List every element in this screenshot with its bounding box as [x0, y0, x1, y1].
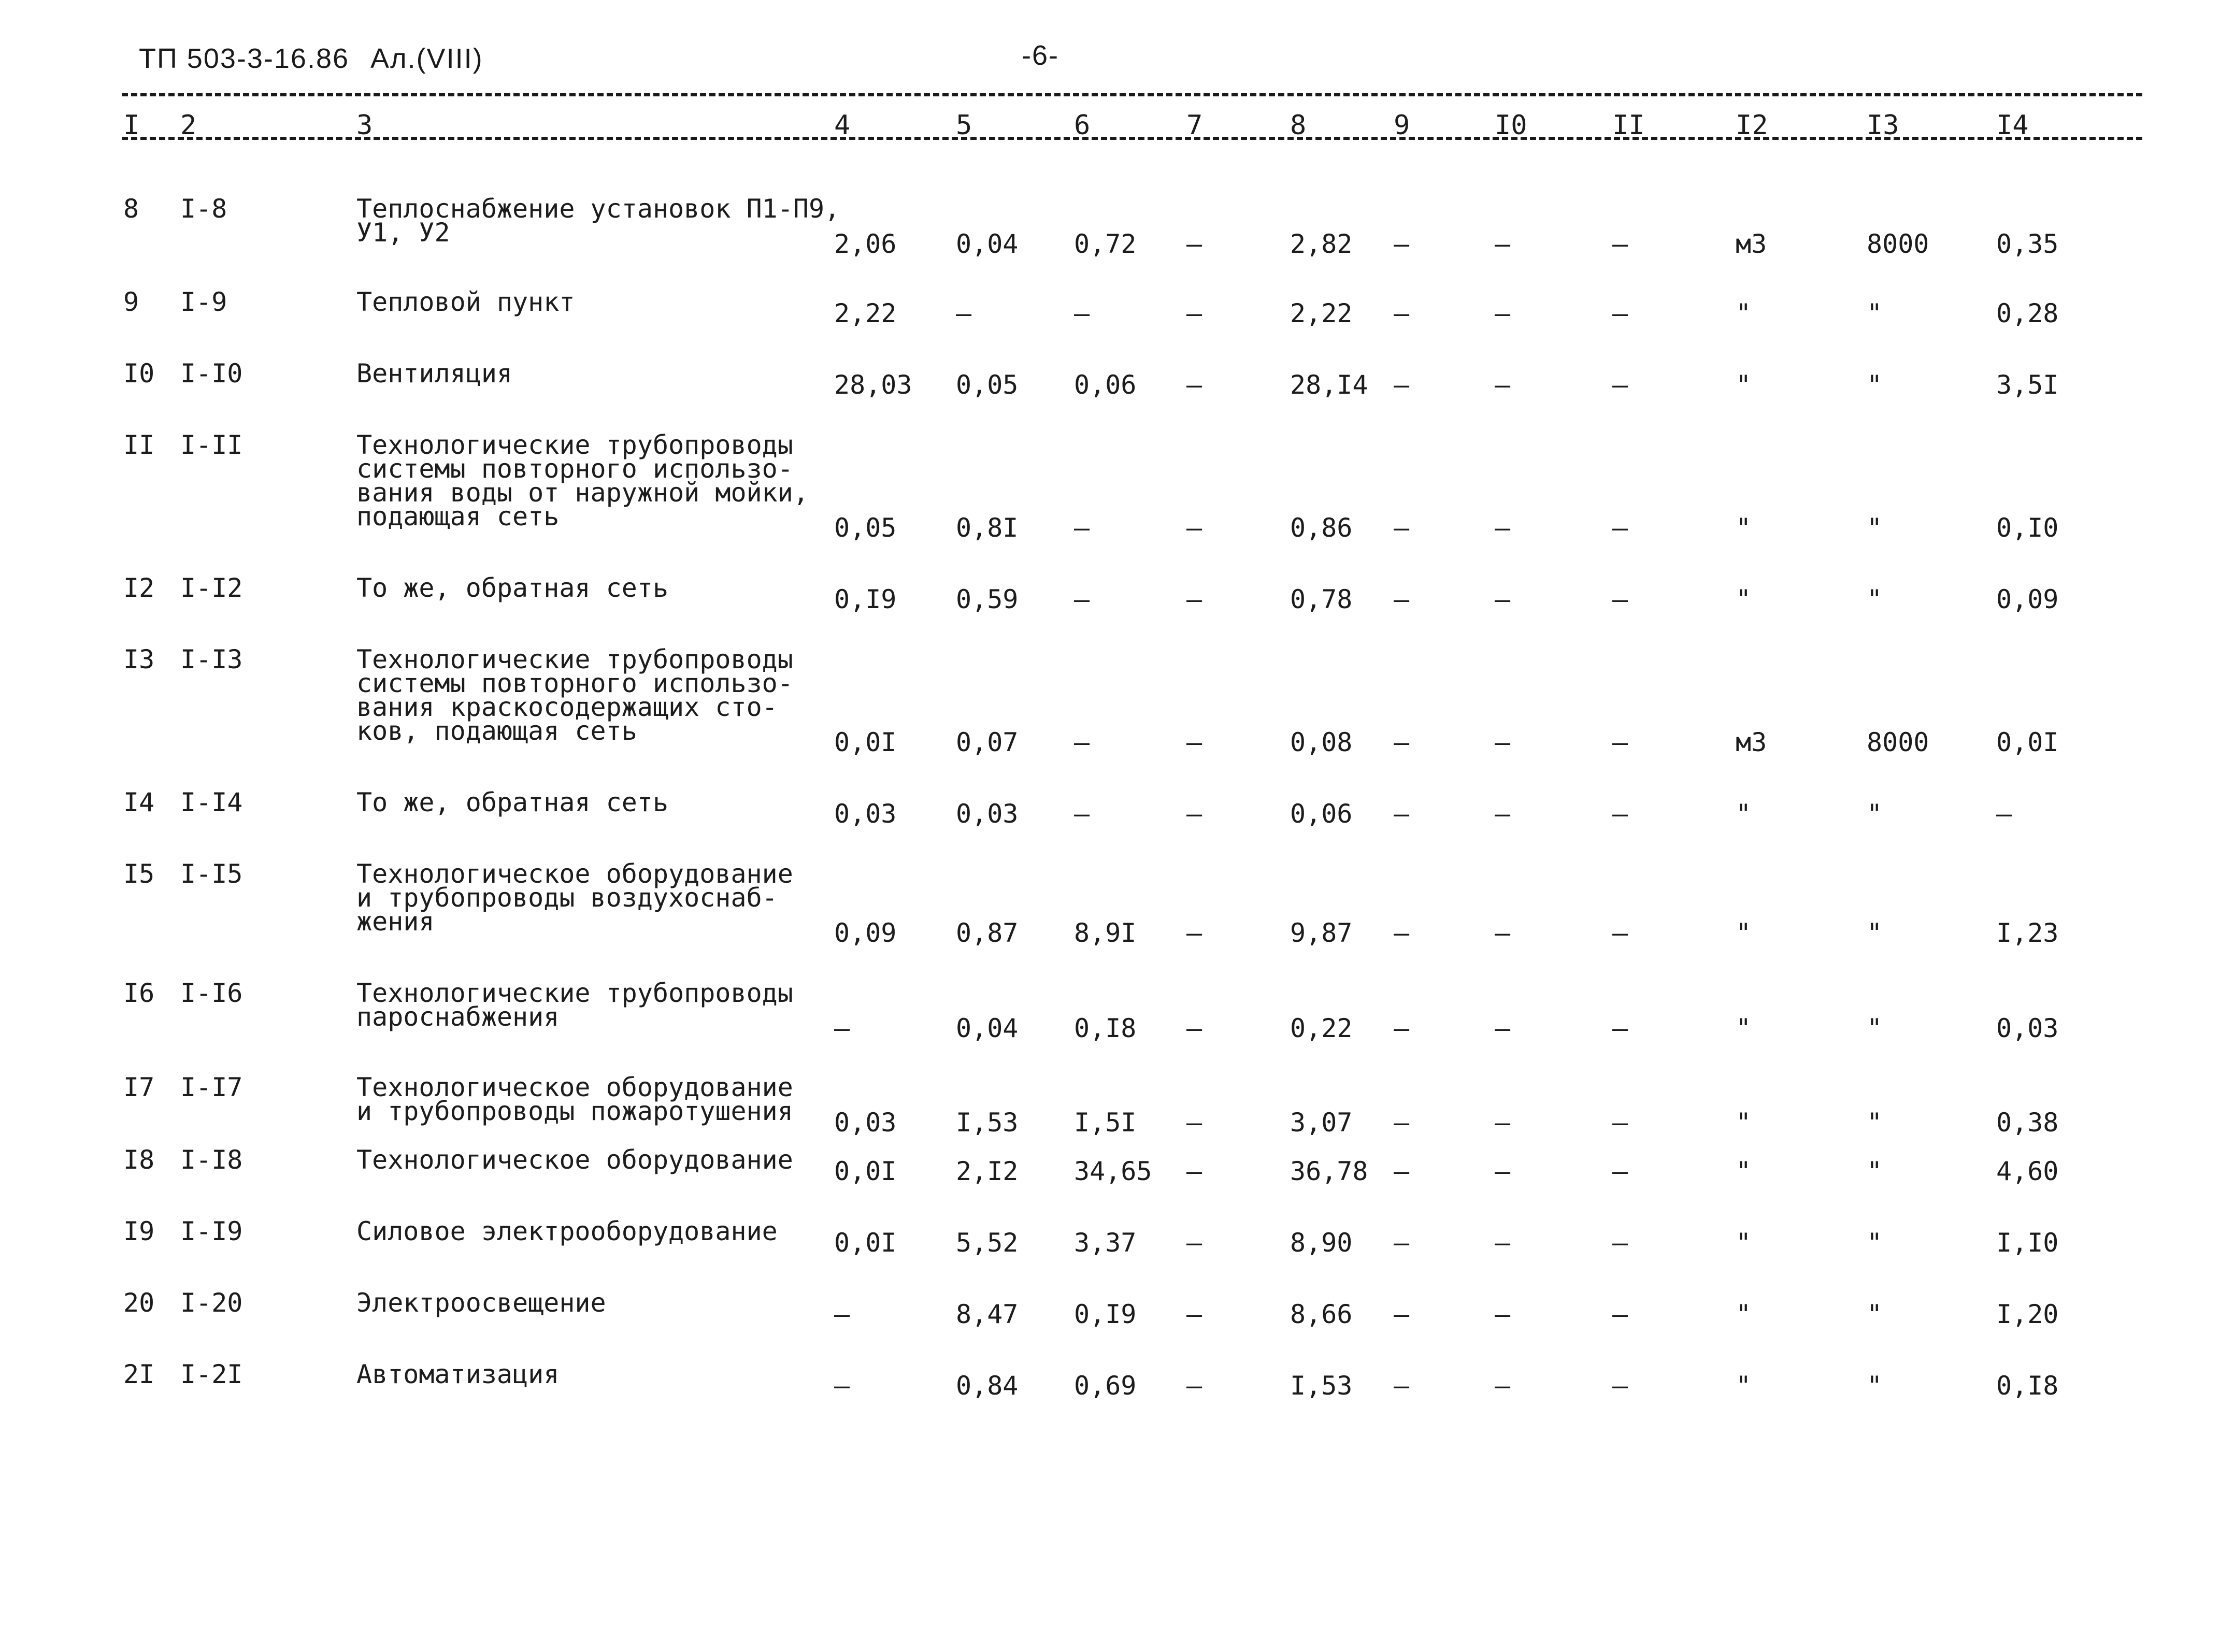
item-description: Технологическое оборудование и трубопроводы пожаротушения — [356, 1072, 793, 1126]
row-number: I2 — [123, 573, 155, 603]
value-col-5: 0,04 — [956, 229, 1019, 259]
page-marker: -6- — [1022, 40, 1059, 71]
row-number: 2I — [123, 1359, 155, 1389]
value-col-12: м3 — [1736, 229, 1767, 259]
value-col-12: " — [1736, 1013, 1752, 1043]
value-col-4: 0,03 — [834, 799, 897, 829]
column-number-8: 8 — [1290, 110, 1307, 141]
value-col-6: 0,I9 — [1074, 1299, 1137, 1329]
value-col-9: – — [1394, 727, 1410, 757]
item-code: I-I3 — [180, 644, 243, 674]
item-code: I-9 — [180, 287, 227, 317]
value-col-6: – — [1074, 513, 1090, 543]
column-number-4: 4 — [834, 110, 851, 141]
value-col-14: 4,60 — [1996, 1156, 2059, 1186]
value-col-12: " — [1736, 370, 1752, 400]
value-col-10: – — [1495, 298, 1511, 328]
value-col-8: 0,22 — [1290, 1013, 1353, 1043]
value-col-11: – — [1612, 727, 1628, 757]
value-col-9: – — [1394, 584, 1410, 614]
column-number-3: 3 — [356, 110, 373, 141]
value-col-11: – — [1612, 298, 1628, 328]
value-col-8: 8,90 — [1290, 1228, 1353, 1258]
row-number: I6 — [123, 978, 155, 1008]
value-col-7: – — [1186, 513, 1202, 543]
header-divider-top — [122, 93, 2142, 96]
item-code: I-8 — [180, 194, 227, 224]
document-code — [139, 42, 483, 75]
item-description: Вентиляция — [356, 358, 513, 389]
value-col-7: – — [1186, 584, 1202, 614]
value-col-4: 0,09 — [834, 918, 897, 948]
value-col-14: 0,35 — [1996, 229, 2059, 259]
value-col-8: 0,78 — [1290, 584, 1353, 614]
value-col-11: – — [1612, 1299, 1628, 1329]
item-description: То же, обратная сеть — [356, 787, 669, 817]
column-number-13: I3 — [1867, 110, 1899, 141]
value-col-13: " — [1867, 1156, 1883, 1186]
value-col-10: – — [1495, 1156, 1511, 1186]
value-col-12: м3 — [1736, 727, 1767, 757]
value-col-6: I,5I — [1074, 1108, 1137, 1138]
column-number-10: I0 — [1495, 110, 1527, 141]
value-col-14: I,20 — [1996, 1299, 2059, 1329]
value-col-6: – — [1074, 799, 1090, 829]
row-number: I0 — [123, 358, 155, 389]
column-number-2: 2 — [180, 110, 197, 141]
value-col-5: 0,04 — [956, 1013, 1019, 1043]
value-col-11: – — [1612, 1228, 1628, 1258]
item-code: I-I5 — [180, 859, 243, 889]
row-number: 9 — [123, 287, 139, 317]
row-number: I8 — [123, 1145, 155, 1175]
value-col-13: " — [1867, 584, 1883, 614]
value-col-13: " — [1867, 1108, 1883, 1138]
value-col-7: – — [1186, 1156, 1202, 1186]
value-col-6: 0,69 — [1074, 1371, 1137, 1401]
value-col-10: – — [1495, 1013, 1511, 1043]
item-description: Электроосвещение — [356, 1288, 606, 1318]
value-col-14: 0,I0 — [1996, 513, 2059, 543]
value-col-5: 0,03 — [956, 799, 1019, 829]
value-col-4: 0,03 — [834, 1108, 897, 1138]
value-col-14: I,23 — [1996, 918, 2059, 948]
item-code: I-I6 — [180, 978, 243, 1008]
value-col-7: – — [1186, 298, 1202, 328]
value-col-14: 0,38 — [1996, 1108, 2059, 1138]
value-col-11: – — [1612, 799, 1628, 829]
header-divider-bottom — [122, 137, 2142, 140]
value-col-8: I,53 — [1290, 1371, 1353, 1401]
value-col-4: 0,0I — [834, 1228, 897, 1258]
value-col-10: – — [1495, 513, 1511, 543]
value-col-6: 0,72 — [1074, 229, 1137, 259]
value-col-7: – — [1186, 370, 1202, 400]
value-col-13: " — [1867, 1371, 1883, 1401]
value-col-13: " — [1867, 1299, 1883, 1329]
value-col-12: " — [1736, 799, 1752, 829]
value-col-9: – — [1394, 1299, 1410, 1329]
value-col-6: – — [1074, 727, 1090, 757]
value-col-6: 8,9I — [1074, 918, 1137, 948]
row-number: I3 — [123, 644, 155, 674]
item-description: Силовое электрооборудование — [356, 1216, 778, 1246]
value-col-8: 0,06 — [1290, 799, 1353, 829]
item-code: I-II — [180, 430, 243, 460]
value-col-6: 3,37 — [1074, 1228, 1137, 1258]
value-col-5: I,53 — [956, 1108, 1019, 1138]
value-col-13: " — [1867, 918, 1883, 948]
value-col-8: 36,78 — [1290, 1156, 1368, 1186]
row-number: I9 — [123, 1216, 155, 1246]
value-col-4: 2,06 — [834, 229, 897, 259]
column-number-14: I4 — [1996, 110, 2029, 141]
value-col-9: – — [1394, 513, 1410, 543]
column-number-12: I2 — [1736, 110, 1768, 141]
value-col-5: 0,87 — [956, 918, 1019, 948]
value-col-10: – — [1495, 1228, 1511, 1258]
value-col-4: 2,22 — [834, 298, 897, 328]
value-col-9: – — [1394, 799, 1410, 829]
value-col-8: 2,22 — [1290, 298, 1353, 328]
item-description: Технологические трубопроводы системы повторного использо- вания краскосодержащих сто- ков, подающая сеть — [356, 644, 793, 746]
value-col-12: " — [1736, 1371, 1752, 1401]
value-col-10: – — [1495, 727, 1511, 757]
item-description: Тепловой пункт — [356, 287, 575, 317]
value-col-11: – — [1612, 918, 1628, 948]
value-col-11: – — [1612, 584, 1628, 614]
value-col-12: " — [1736, 1156, 1752, 1186]
value-col-13: " — [1867, 370, 1883, 400]
value-col-8: 28,I4 — [1290, 370, 1368, 400]
value-col-4: – — [834, 1299, 850, 1329]
column-number-5: 5 — [956, 110, 972, 141]
value-col-4: 28,03 — [834, 370, 912, 400]
item-code: I-I4 — [180, 787, 243, 817]
value-col-12: " — [1736, 298, 1752, 328]
value-col-7: – — [1186, 799, 1202, 829]
item-code: I-I2 — [180, 573, 243, 603]
value-col-9: – — [1394, 298, 1410, 328]
value-col-4: – — [834, 1013, 850, 1043]
value-col-10: – — [1495, 370, 1511, 400]
value-col-14: 0,I8 — [1996, 1371, 2059, 1401]
value-col-4: – — [834, 1371, 850, 1401]
value-col-7: – — [1186, 1013, 1202, 1043]
album-label: Ал.(VIII) — [370, 43, 483, 74]
value-col-7: – — [1186, 1371, 1202, 1401]
value-col-12: " — [1736, 1228, 1752, 1258]
item-description: Технологическое оборудование и трубопроводы воздухоснаб- жения — [356, 859, 793, 937]
value-col-8: 0,86 — [1290, 513, 1353, 543]
value-col-9: – — [1394, 918, 1410, 948]
value-col-10: – — [1495, 1371, 1511, 1401]
column-number-6: 6 — [1074, 110, 1091, 141]
value-col-5: 0,59 — [956, 584, 1019, 614]
item-description: Теплоснабжение установок П1-П9, У1, У2 — [356, 194, 840, 248]
value-col-13: 8000 — [1867, 229, 1929, 259]
value-col-10: – — [1495, 1108, 1511, 1138]
value-col-14: – — [1996, 799, 2012, 829]
value-col-10: – — [1495, 584, 1511, 614]
value-col-8: 0,08 — [1290, 727, 1353, 757]
item-code: I-20 — [180, 1288, 243, 1318]
item-code: I-2I — [180, 1359, 243, 1389]
value-col-6: 0,I8 — [1074, 1013, 1137, 1043]
value-col-12: " — [1736, 513, 1752, 543]
value-col-8: 8,66 — [1290, 1299, 1353, 1329]
value-col-6: 0,06 — [1074, 370, 1137, 400]
value-col-11: – — [1612, 513, 1628, 543]
item-description: Технологические трубопроводы пароснабжения — [356, 978, 793, 1032]
value-col-5: 2,I2 — [956, 1156, 1019, 1186]
value-col-11: – — [1612, 1013, 1628, 1043]
row-number: II — [123, 430, 155, 460]
row-number: 20 — [123, 1288, 155, 1318]
row-number: 8 — [123, 194, 139, 224]
value-col-12: " — [1736, 918, 1752, 948]
value-col-8: 9,87 — [1290, 918, 1353, 948]
value-col-11: – — [1612, 1371, 1628, 1401]
value-col-11: – — [1612, 1156, 1628, 1186]
value-col-10: – — [1495, 1299, 1511, 1329]
value-col-12: " — [1736, 1299, 1752, 1329]
item-description: Технологические трубопроводы системы повторного использо- вания воды от наружной мойки, подающая сеть — [356, 430, 809, 531]
value-col-7: – — [1186, 1108, 1202, 1138]
item-code: I-I9 — [180, 1216, 243, 1246]
value-col-9: – — [1394, 370, 1410, 400]
item-description: Автоматизация — [356, 1359, 560, 1389]
value-col-11: – — [1612, 1108, 1628, 1138]
value-col-14: 0,0I — [1996, 727, 2059, 757]
document-code-text: ТП 503-3-16.86 — [139, 43, 350, 74]
value-col-9: – — [1394, 1228, 1410, 1258]
value-col-6: – — [1074, 584, 1090, 614]
column-number-9: 9 — [1394, 110, 1410, 141]
value-col-14: 0,28 — [1996, 298, 2059, 328]
value-col-5: 8,47 — [956, 1299, 1019, 1329]
value-col-11: – — [1612, 229, 1628, 259]
value-col-5: 0,84 — [956, 1371, 1019, 1401]
item-code: I-I7 — [180, 1072, 243, 1102]
value-col-7: – — [1186, 229, 1202, 259]
value-col-4: 0,0I — [834, 1156, 897, 1186]
value-col-9: – — [1394, 229, 1410, 259]
value-col-13: " — [1867, 298, 1883, 328]
value-col-4: 0,05 — [834, 513, 897, 543]
item-code: I-I8 — [180, 1145, 243, 1175]
value-col-9: – — [1394, 1156, 1410, 1186]
value-col-13: " — [1867, 1228, 1883, 1258]
value-col-5: 0,07 — [956, 727, 1019, 757]
value-col-8: 3,07 — [1290, 1108, 1353, 1138]
row-number: I5 — [123, 859, 155, 889]
column-number-1: I — [123, 110, 140, 141]
row-number: I4 — [123, 787, 155, 817]
value-col-4: 0,0I — [834, 727, 897, 757]
value-col-9: – — [1394, 1108, 1410, 1138]
row-number: I7 — [123, 1072, 155, 1102]
item-description: То же, обратная сеть — [356, 573, 669, 603]
item-code: I-I0 — [180, 358, 243, 389]
value-col-14: 0,09 — [1996, 584, 2059, 614]
value-col-10: – — [1495, 229, 1511, 259]
value-col-14: 3,5I — [1996, 370, 2059, 400]
column-number-7: 7 — [1186, 110, 1203, 141]
value-col-10: – — [1495, 799, 1511, 829]
value-col-7: – — [1186, 1299, 1202, 1329]
item-description: Технологическое оборудование — [356, 1145, 793, 1175]
value-col-5: 0,05 — [956, 370, 1019, 400]
value-col-8: 2,82 — [1290, 229, 1353, 259]
value-col-6: 34,65 — [1074, 1156, 1152, 1186]
value-col-13: " — [1867, 1013, 1883, 1043]
value-col-5: 0,8I — [956, 513, 1019, 543]
value-col-7: – — [1186, 918, 1202, 948]
value-col-5: – — [956, 298, 972, 328]
value-col-9: – — [1394, 1371, 1410, 1401]
value-col-12: " — [1736, 584, 1752, 614]
value-col-13: " — [1867, 799, 1883, 829]
value-col-4: 0,I9 — [834, 584, 897, 614]
value-col-5: 5,52 — [956, 1228, 1019, 1258]
value-col-11: – — [1612, 370, 1628, 400]
value-col-7: – — [1186, 727, 1202, 757]
value-col-13: " — [1867, 513, 1883, 543]
value-col-6: – — [1074, 298, 1090, 328]
value-col-12: " — [1736, 1108, 1752, 1138]
value-col-14: I,I0 — [1996, 1228, 2059, 1258]
value-col-7: – — [1186, 1228, 1202, 1258]
value-col-10: – — [1495, 918, 1511, 948]
column-number-11: II — [1612, 110, 1645, 141]
value-col-9: – — [1394, 1013, 1410, 1043]
value-col-13: 8000 — [1867, 727, 1929, 757]
value-col-14: 0,03 — [1996, 1013, 2059, 1043]
